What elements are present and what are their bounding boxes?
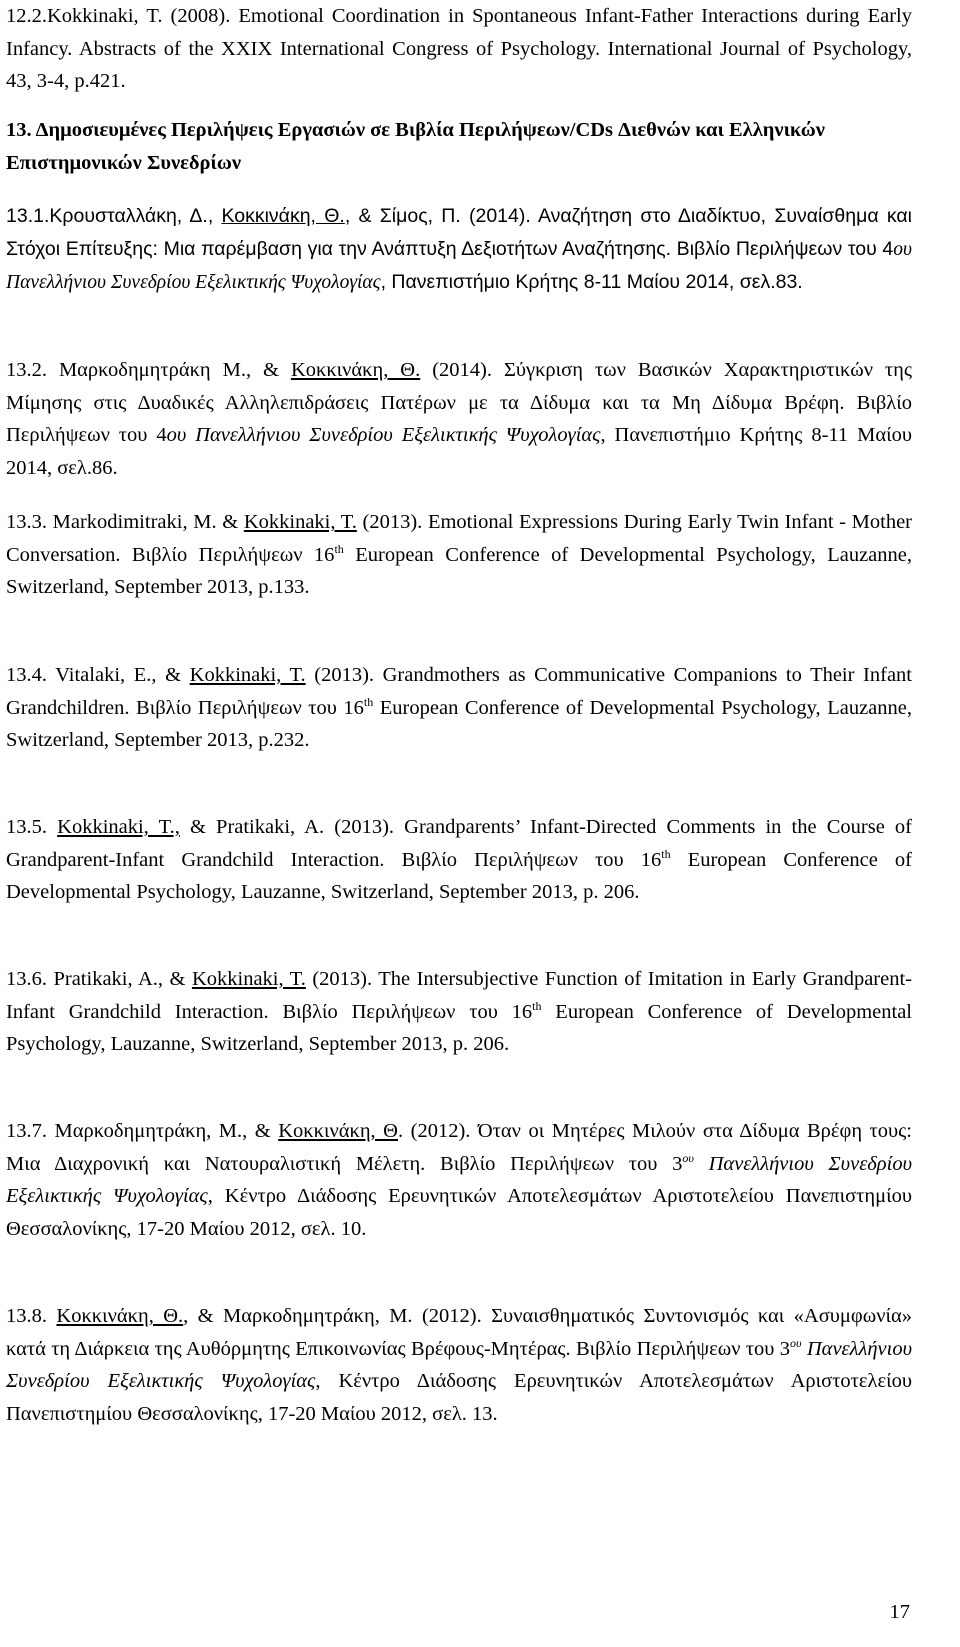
reference-12-2 bbox=[6, 0, 912, 98]
reference-body: , & Σίμος, Π. (2014). Αναζήτηση στο Διαδίκτυο, Συναίσθημα και Στόχοι Επίτευξης: Μια παρέμβαση για την Ανάπτυξη Δεξιοτήτων Αναζήτησης. Βιβλίο Περιλήψεων του 4 bbox=[6, 205, 912, 260]
reference-13-1 bbox=[6, 200, 912, 300]
ordinal-superscript: ου bbox=[790, 1335, 802, 1350]
underlined-author: Kokkinaki, T., bbox=[57, 816, 180, 838]
reference-body: (2013). The Intersubjective Function of Imitation in Early Grandparent-Infant Grandchild Interaction. Βιβλίο Περιλήψεων του 16 bbox=[6, 968, 912, 1023]
reference-italic: Πανελλήνιου Συνεδρίου Εξελικτικής Ψυχολογίας bbox=[6, 1152, 912, 1208]
section-heading-text: 13. Δημοσιευμένες Περιλήψεις Εργασιών σε Βιβλία Περιλήψεων/CDs Διεθνών και Ελληνικών Επιστημονικών Συνεδρίων bbox=[6, 119, 825, 174]
section-heading-13 bbox=[6, 114, 912, 179]
underlined-author: Kokkinaki, T. bbox=[191, 968, 306, 990]
reference-tail: European Conference of Developmental Psychology, Lauzanne, Switzerland, September 2013, p. 206. bbox=[6, 1000, 913, 1056]
ordinal-superscript: th bbox=[334, 541, 344, 556]
reference-tail: , Κέντρο Διάδοσης Ερευνητικών Αποτελεσμάτων Αριστοτελείου Πανεπιστημίου Θεσσαλονίκης, 17-20 Μαίου 2012, σελ. 10. bbox=[6, 1185, 913, 1240]
reference-tail: , Πανεπιστήμιο Κρήτης 8-11 Μαίου 2014, σελ.83. bbox=[380, 271, 803, 294]
reference-lead: 13.5. bbox=[6, 816, 58, 838]
reference-tail: European Conference of Developmental Psychology, Lauzanne, Switzerland, September 2013, p. 206. bbox=[6, 848, 912, 904]
reference-italic: ου Πανελλήνιου Συνεδρίου Εξελικτικής Ψυχολογίας bbox=[6, 238, 912, 294]
reference-tail: , Κέντρο Διάδοσης Ερευνητικών Αποτελεσμάτων Αριστοτελείου Πανεπιστημίου Θεσσαλονίκης, 17-20 Μαίου 2012, σελ. 13. bbox=[6, 1370, 912, 1425]
underlined-author: Kokkinaki, T. bbox=[189, 664, 306, 686]
reference-body: (2013). Grandmothers as Communicative Companions to Their Infant Grandchildren. Βιβλίο Περιλήψεων του 16 bbox=[6, 664, 912, 719]
page-number: 17 bbox=[889, 1601, 910, 1623]
reference-13-3 bbox=[6, 506, 912, 604]
underlined-author: Κοκκινάκη, Θ. bbox=[56, 1305, 184, 1327]
underlined-author: Κοκκινάκη, Θ. bbox=[290, 359, 421, 381]
reference-tail: European Conference of Developmental Psychology, Lauzanne, Switzerland, September 2013, p.133. bbox=[6, 543, 913, 599]
reference-tail: European Conference of Developmental Psychology, Lauzanne, Switzerland, September 2013, p.232. bbox=[6, 696, 912, 752]
reference-lead: 13.2. Μαρκοδημητράκη Μ., & bbox=[6, 359, 291, 381]
reference-13-8 bbox=[6, 1300, 912, 1430]
ordinal-superscript: th bbox=[661, 846, 671, 861]
reference-13-5 bbox=[6, 811, 912, 909]
underlined-author: Kokkinaki, T. bbox=[243, 511, 357, 533]
underlined-author: Κοκκινάκη, Θ. bbox=[221, 205, 345, 227]
reference-body: . (2012). Όταν οι Μητέρες Μιλούν στα Δίδυμα Βρέφη τους: Μια Διαχρονική και Νατουραλιστική Μέλετη. Βιβλίο Περιλήψεων του 3 bbox=[6, 1120, 912, 1175]
reference-13-2 bbox=[6, 354, 912, 484]
reference-italic: Πανελλήνιου Συνεδρίου Εξελικτικής Ψυχολογίας bbox=[6, 1337, 912, 1393]
reference-lead: 13.1.Κρουσταλλάκη, Δ., bbox=[6, 205, 222, 227]
ordinal-superscript: th bbox=[363, 694, 374, 709]
reference-text: 12.2.Kokkinaki, T. (2008). Emotional Coordination in Spontaneous Infant-Father Interactions during Early Infancy. Abstracts of the XXIX International Congress of Psychology. International Journal of Psychology, 43, 3-4, p.421. bbox=[6, 5, 912, 93]
reference-body: & Pratikaki, A. (2013). Grandparents’ Infant-Directed Comments in the Course of Grandparent-Infant Grandchild Interaction. Βιβλίο Περιλήψεων του 16 bbox=[6, 816, 912, 871]
ordinal-superscript: ου bbox=[682, 1150, 694, 1165]
reference-lead: 13.6. Pratikaki, A., & bbox=[6, 968, 192, 990]
reference-13-6 bbox=[6, 963, 912, 1061]
reference-13-7 bbox=[6, 1115, 912, 1245]
reference-lead: 13.7. Μαρκοδημητράκη, Μ., & bbox=[6, 1120, 279, 1142]
reference-lead: 13.3. Markodimitraki, M. & bbox=[6, 511, 244, 533]
reference-lead: 13.4. Vitalaki, E., & bbox=[6, 664, 190, 686]
reference-body: , & Μαρκοδημητράκη, Μ. (2012). Συναισθηματικός Συντονισμός και «Ασυμφωνία» κατά τη Διάρκεια της Αυθόρμητης Επικοινωνίας Βρέφους-Μητέρας. Βιβλίο Περιλήψεων του 3 bbox=[6, 1305, 913, 1360]
underlined-author: Κοκκινάκη, Θ bbox=[278, 1120, 398, 1142]
reference-13-4 bbox=[6, 659, 912, 757]
reference-lead: 13.8. bbox=[6, 1305, 57, 1327]
reference-body: (2013). Emotional Expressions During Early Twin Infant - Mother Conversation. Βιβλίο Περιλήψεων 16 bbox=[6, 511, 912, 566]
reference-tail: , Πανεπιστήμιο Κρήτης 8-11 Μαίου 2014, σελ.86. bbox=[6, 424, 912, 479]
reference-italic: ου Πανελλήνιου Συνεδρίου Εξελικτικής Ψυχολογίας bbox=[166, 424, 601, 447]
reference-body: (2014). Σύγκριση των Βασικών Χαρακτηριστικών της Μίμησης στις Δυαδικές Αλληλεπιδράσεις Πατέρων με τα Δίδυμα και τα Μη Δίδυμα Βρέφη. Βιβλίο Περιλήψεων του 4 bbox=[6, 359, 912, 447]
ordinal-superscript: th bbox=[532, 998, 542, 1013]
